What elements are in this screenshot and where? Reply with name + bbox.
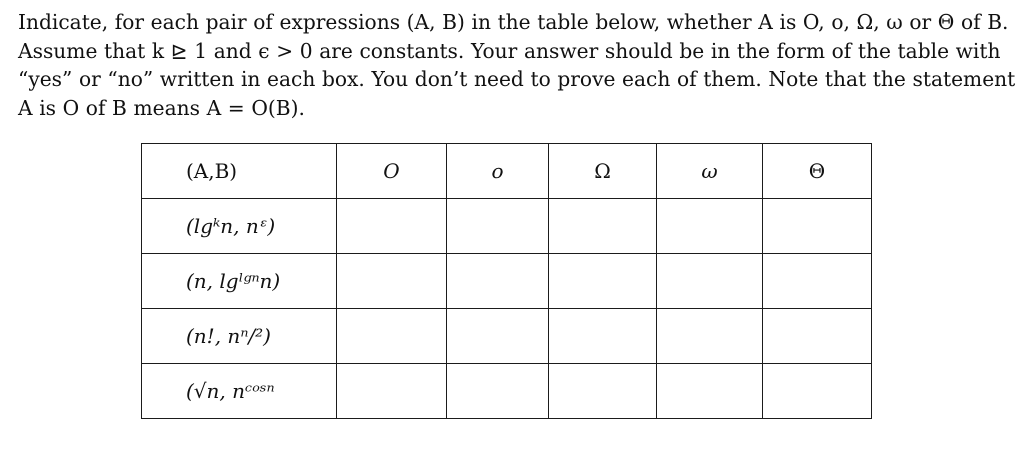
- row-pair-label: (√n, nᶜᵒˢⁿ: [142, 364, 337, 419]
- question-text: [18, 8, 1016, 122]
- answer-cell-big-omega[interactable]: [549, 199, 657, 254]
- answer-cell-big-o[interactable]: [337, 364, 447, 419]
- answer-cell-little-o[interactable]: [447, 364, 549, 419]
- question-line-2: Assume that k ⊵ 1 and ϵ > 0 are constants. Your answer should be in the form of the table with: [18, 38, 1001, 63]
- table-row: [142, 199, 872, 254]
- question-line-4: A is O of B means A = O(B).: [18, 95, 305, 120]
- header-big-o: O: [337, 144, 447, 199]
- question-line-1: Indicate, for each pair of expressions (A, B) in the table below, whether A is O, o, Ω, ω or Θ of B.: [18, 10, 1009, 34]
- answer-cell-theta[interactable]: [763, 254, 872, 309]
- answer-cell-theta[interactable]: [763, 199, 872, 254]
- answer-cell-little-omega[interactable]: [657, 364, 763, 419]
- answer-cell-theta[interactable]: [763, 364, 872, 419]
- header-little-o: o: [447, 144, 549, 199]
- answer-cell-theta[interactable]: [763, 309, 872, 364]
- header-theta: Θ: [763, 144, 872, 199]
- answer-cell-big-o[interactable]: [337, 199, 447, 254]
- answer-cell-big-omega[interactable]: [549, 254, 657, 309]
- answer-cell-little-omega[interactable]: [657, 309, 763, 364]
- question-line-3: “yes” or “no” written in each box. You don’t need to prove each of them. Note that the statement: [18, 67, 1016, 91]
- table-row: [142, 364, 872, 419]
- row-pair-label: (n!, nⁿ/²): [142, 309, 337, 364]
- row-pair-label: (lgᵏn, nᵋ): [142, 199, 337, 254]
- answer-cell-big-o[interactable]: [337, 309, 447, 364]
- table-row: [142, 309, 872, 364]
- answer-cell-little-o[interactable]: [447, 199, 549, 254]
- table-header-row: [142, 144, 872, 199]
- header-pair: (A,B): [142, 144, 337, 199]
- answer-cell-big-omega[interactable]: [549, 309, 657, 364]
- header-little-omega: ω: [657, 144, 763, 199]
- answer-cell-little-omega[interactable]: [657, 199, 763, 254]
- answer-cell-big-omega[interactable]: [549, 364, 657, 419]
- answer-table: [141, 143, 872, 419]
- answer-cell-big-o[interactable]: [337, 254, 447, 309]
- answer-cell-little-o[interactable]: [447, 309, 549, 364]
- table-row: [142, 254, 872, 309]
- answer-cell-little-o[interactable]: [447, 254, 549, 309]
- answer-cell-little-omega[interactable]: [657, 254, 763, 309]
- row-pair-label: (n, lgˡᵍⁿn): [142, 254, 337, 309]
- header-big-omega: Ω: [549, 144, 657, 199]
